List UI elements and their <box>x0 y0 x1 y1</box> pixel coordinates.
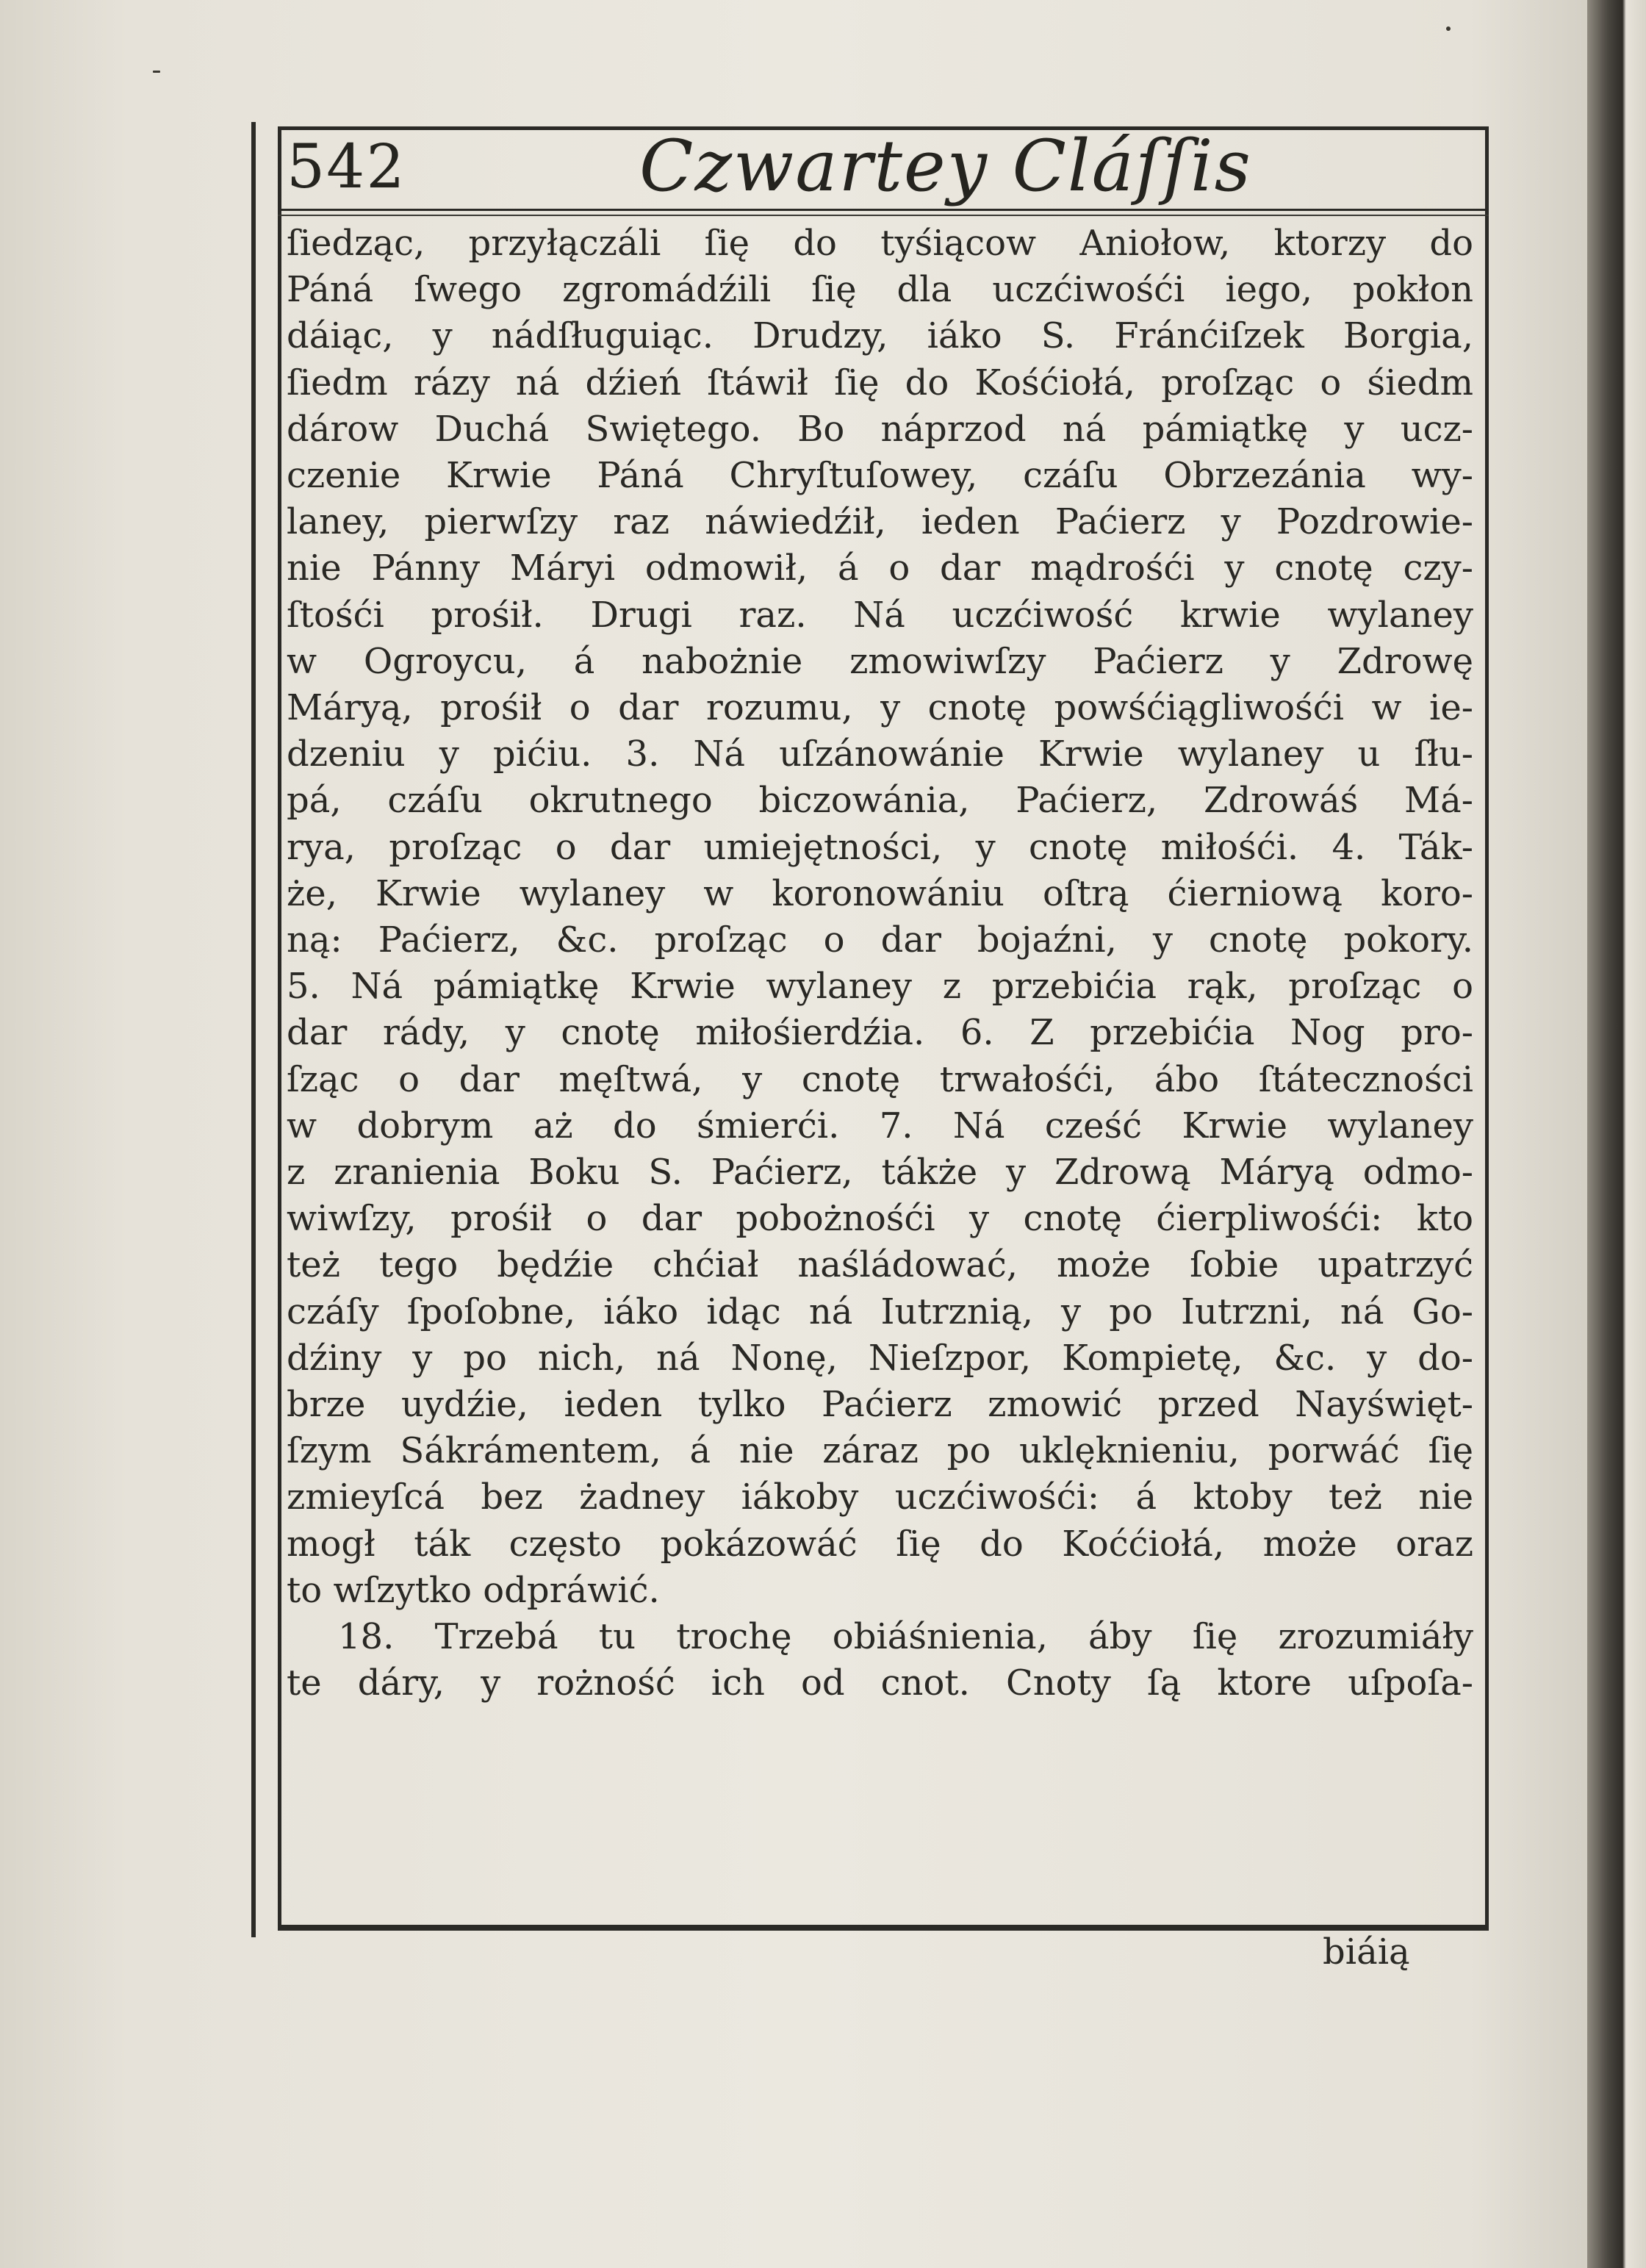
header-rule-secondary <box>278 215 1489 216</box>
text-line: dáiąc, y nádſługuiąc. Drudzy, iáko S. Fránćiſzek Borgia, <box>287 315 1473 357</box>
text-line: ſtośći prośił. Drugi raz. Ná uczćiwość krwie wylaney <box>287 594 1473 636</box>
text-line: te dáry, y rożność ich od cnot. Cnoty ſą ktore uſpoſa- <box>287 1662 1473 1704</box>
text-line: zmieyſcá bez żadney iákoby uczćiwośći: á ktoby też nie <box>287 1476 1473 1518</box>
text-line: też tego będźie chćiał naśládować, może ſobie upatrzyć <box>287 1244 1473 1286</box>
text-line: dźiny y po nich, ná Nonę, Nieſzpor, Kompietę, &c. y do- <box>287 1337 1473 1379</box>
text-line: pá, czáſu okrutnego biczowánia, Paćierz, Zdrowáś Má- <box>287 780 1473 822</box>
text-line: ſiedm rázy ná dźień ſtáwił ſię do Kośćiołá, proſząc o śiedm <box>287 362 1473 403</box>
text-line: 5. Ná pámiątkę Krwie wylaney z przebićia rąk, proſząc o <box>287 966 1473 1008</box>
text-line: dárow Duchá Swiętego. Bo náprzod ná pámiątkę y ucz- <box>287 408 1473 450</box>
text-line: Máryą, prośił o dar rozumu, y cnotę powśćiągliwośći w ie- <box>287 687 1473 729</box>
text-line: brze uydźie, ieden tylko Paćierz zmowić przed Nayświęt- <box>287 1384 1473 1426</box>
text-line: że, Krwie wylaney w koronowániu oſtrą ćierniową koro- <box>287 872 1473 914</box>
text-line: nie Pánny Máryi odmowił, á o dar mądrośći y cnotę czy- <box>287 548 1473 589</box>
text-line: Páná ſwego zgromádźili ſię dla uczćiwośći iego, pokłon <box>287 269 1473 311</box>
catchword: biáią <box>1323 1931 1410 1973</box>
text-line: w Ogroycu, á nabożnie zmowiwſzy Paćierz y Zdrowę <box>287 640 1473 682</box>
text-line: to wſzytko odpráwić. <box>287 1569 660 1611</box>
header-rule <box>278 209 1489 211</box>
text-line: ſząc o dar męſtwá, y cnotę trwałośći, ábo ſtáteczności <box>287 1058 1473 1100</box>
book-gutter <box>1587 0 1646 2268</box>
text-line: czenie Krwie Páná Chryſtuſowey, czáſu Obrzezánia wy- <box>287 455 1473 497</box>
text-line: ſzym Sákrámentem, á nie záraz po uklęknieniu, porwáć ſię <box>287 1430 1473 1472</box>
running-title: Czwartey Cláſſis <box>639 125 1252 207</box>
text-line: czáſy ſpoſobne, iáko idąc ná Iutrznią, y po Iutrzni, ná Go- <box>287 1291 1473 1332</box>
main-text-block <box>287 220 1473 1707</box>
paragraph-start-line: 18. Trzebá tu trochę obiáśnienia, áby ſię zrozumiáły <box>338 1616 1473 1658</box>
text-line: laney, pierwſzy raz náwiedźił, ieden Paćierz y Pozdrowie- <box>287 501 1473 543</box>
text-line: z zranienia Boku S. Paćierz, tákże y Zdrową Máryą odmo- <box>287 1152 1473 1194</box>
footer-rule <box>278 1928 1489 1931</box>
ink-speck <box>153 71 160 73</box>
text-line: dar rády, y cnotę miłośierdźia. 6. Z przebićia Nog pro- <box>287 1012 1473 1054</box>
text-line: mogł ták często pokázowáć ſię do Koććiołá, może oraz <box>287 1523 1473 1565</box>
text-line: rya, proſząc o dar umiejętności, y cnotę miłośći. 4. Ták- <box>287 826 1473 868</box>
page-number: 542 <box>287 132 406 202</box>
text-line: w dobrym aż do śmierći. 7. Ná cześć Krwie wylaney <box>287 1105 1473 1146</box>
text-line: ną: Paćierz, &c. proſząc o dar bojaźni, y cnotę pokory. <box>287 919 1473 961</box>
text-line: dzeniu y pićiu. 3. Ná uſzánowánie Krwie wylaney u ſłu- <box>287 733 1473 775</box>
ink-speck <box>1446 26 1451 31</box>
text-line: wiwſzy, prośił o dar pobożnośći y cnotę ćierpliwośći: kto <box>287 1198 1473 1240</box>
text-line: ſiedząc, przyłączáli ſię do tyśiącow Aniołow, ktorzy do <box>287 223 1473 264</box>
